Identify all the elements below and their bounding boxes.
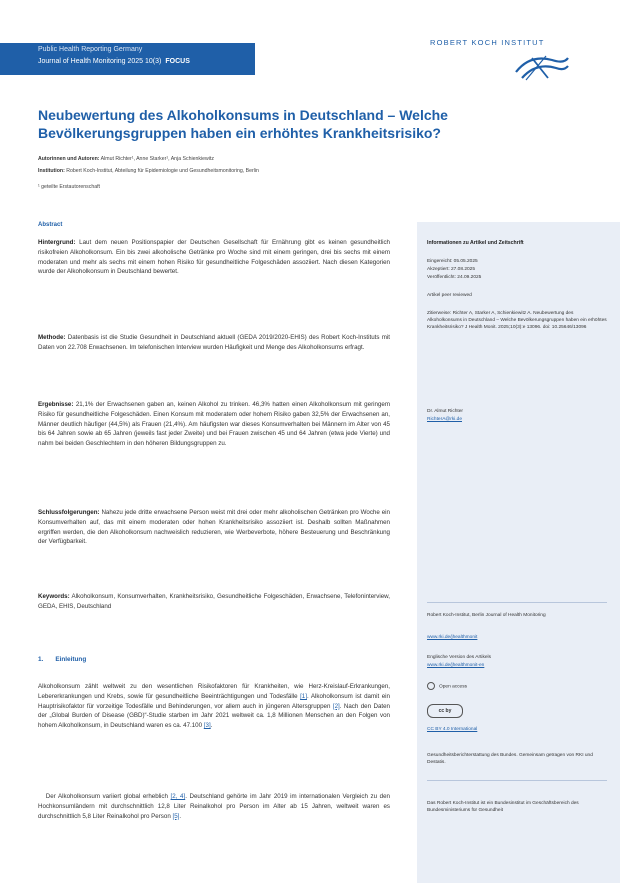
methods-text: Datenbasis ist die Studie Gesundheit in Deutschland aktuell (GEDA 2019/2020-EHIS) des Robert Koch-Instituts mit Daten von 22.708 Erwachsenen. Im telefonischen Interview wurden Häufigkeit und Menge des Alkoholkonsums erfragt.	[38, 334, 390, 351]
authors-line	[38, 155, 358, 163]
english-version-link[interactable]: www.rki.de/jhealthmonit-en	[427, 663, 485, 668]
conclusions-label: Schlussfolgerungen:	[38, 509, 100, 516]
sidebar-divider	[427, 780, 607, 781]
institution-label: Institution:	[38, 168, 65, 174]
section-title: Einleitung	[55, 656, 87, 663]
institution-line	[38, 167, 358, 175]
publisher-link-row[interactable]	[427, 634, 607, 641]
received-date: Eingereicht: 05.05.2025	[427, 259, 478, 264]
contact-email[interactable]: RichterA@rki.de	[427, 417, 462, 422]
intro-paragraph-1: Alkoholkonsum zählt weltweit zu den wesentlichen Risikofaktoren für Krankheiten, wie Herz-Kreislauf-Erkrankungen, Lebererkrankungen und Krebs, sowie für gesundheitliche Beeinträchtigungen und Todesfälle [1]. Alkoholkonsum ist damit ein Hauptrisikofaktor für vorzeitige Todesfälle und Behinderungen, vor allem auch in jüngeren Altersgruppen [2]. Nach den Daten der „Global Burden of Disease (GBD)“-Studie starben im Jahr 2021 weltweit ca. 1,8 Millionen Menschen an den Folgen von hohem Alkoholkonsum, in Deutschland waren es ca. 47.100 [3].	[38, 683, 390, 730]
sidebar-info-heading-text: Informationen zu Artikel und Zeitschrift	[427, 240, 524, 246]
citation-text: Zitierweise: Richter A, Starker A, Schienkiewitz A. Neubewertung des Alkoholkonsums in Deutschland – Welche Bevölkerungsgruppen haben ein erhöhtes Krankheitsrisiko? J Health Monit. 2025;10(3):e 13096. doi: 10.25646/13096	[427, 311, 607, 330]
open-access-row	[427, 682, 467, 690]
peer-reviewed: Artikel peer reviewed	[427, 293, 472, 298]
citation-link[interactable]: [2, 4]	[170, 793, 186, 800]
sidebar-info-heading	[427, 240, 607, 247]
rki-logo-text: ROBERT KOCH INSTITUT	[430, 38, 545, 47]
rki-symbol-icon	[512, 50, 572, 82]
results-label: Ergebnisse:	[38, 401, 74, 408]
methods-label: Methode:	[38, 334, 66, 341]
authors-label: Autorinnen und Autoren:	[38, 156, 100, 162]
citation-link[interactable]: [2]	[332, 702, 340, 710]
publisher-text: Robert Koch-Institut, Berlin Journal of Health Monitoring	[427, 613, 546, 618]
license-link-row[interactable]	[427, 726, 607, 733]
keywords-label: Keywords:	[38, 593, 70, 600]
contact-name: Dr. Almut Richter	[427, 409, 463, 414]
conclusions-text: Nahezu jede dritte erwachsene Person weist mit drei oder mehr alkoholischen Getränken pro Woche ein Konsumverhalten auf, das mit einem moderaten oder hohen Krankheitsrisiko assoziiert ist. Deshalb sollten Maßnahmen ergriffen werden, die den Alkoholkonsum nachweislich reduzieren, wie Werbeverbote, höhere Besteuerung und Beschränkung der Verfügbarkeit.	[38, 509, 390, 546]
institution: Robert Koch-Institut, Abteilung für Epidemiologie und Gesundheitsmonitoring, Berlin	[66, 168, 259, 174]
accepted-date: Akzeptiert: 27.08.2025	[427, 267, 476, 272]
open-access-icon	[427, 682, 435, 690]
sidebar-divider	[427, 602, 607, 603]
abstract-keywords	[38, 592, 390, 612]
intro-p1-text-a: Alkoholkonsum zählt weltweit zu den wesentlichen Risikofaktoren für Krankheiten, wie Herz-Kreislauf-Erkrankungen, Lebererkrankungen und Krebs, sowie für gesundheitliche Beeinträchtigungen und Todesfälle	[38, 683, 390, 700]
article-title: Neubewertung des Alkoholkonsums in Deutschland – Welche Bevölkerungsgruppen haben ein erhöhtes Krankheitsrisiko?	[38, 107, 448, 141]
english-link-row[interactable]	[427, 662, 607, 669]
journal-series: Public Health Reporting Germany	[38, 46, 143, 53]
abstract-results	[38, 400, 390, 449]
citation-link[interactable]: [3]	[203, 722, 211, 730]
intro-p1-text-b: . Alkoholkonsum ist damit ein Hauptrisikofaktor für vorzeitige Todesfälle und Behinderungen, vor allem auch in jüngeren Altersgruppen	[38, 692, 390, 710]
results-text: 21,1% der Erwachsenen gaben an, keinen Alkohol zu trinken. 46,3% hatten einen Alkoholkonsum mit geringem Risiko für gesundheitliche Folgeschäden. Einen Konsum mit moderatem oder hohem Risiko gaben 32,5% der Erwachsenen an, Männer deutlich häufiger (44,5%) als Frauen (21,4%). Am häufigsten war dieses Konsumverhalten bei Männern im Alter von 45 bis 64 Jahren sowie ab 65 Jahren (jeweils fast jeder Zweite) und bei Frauen zwischen 45 und 64 Jahren (etwa jede Vierte) und nahm bei beiden Geschlechtern in den höheren Bildungsgruppen zu.	[38, 401, 390, 448]
journal-header-band	[0, 43, 255, 75]
journal-issue	[38, 58, 190, 65]
rki-logo	[430, 38, 580, 84]
open-access-label: Open access	[439, 684, 467, 690]
abstract-methods	[38, 333, 390, 353]
license-link[interactable]: CC BY 4.0 International	[427, 727, 478, 732]
citation-link[interactable]: [5]	[172, 812, 180, 820]
keywords-text: Alkoholkonsum, Konsumverhalten, Krankheitsrisiko, Gesundheitliche Folgeschäden, Erwachsene, Telefoninterview, GEDA, EHIS, Deutschland	[38, 593, 390, 610]
cc-license-icon: cc by	[427, 704, 463, 718]
english-version-label: Englische Version des Artikels	[427, 655, 491, 660]
intro-p1-text-c: . Nach den Daten der „Global Burden of Disease (GBD)“-Studie starben im Jahr 2021 weltweit ca. 1,8 Millionen Menschen an den Folgen von hohem Alkoholkonsum, in Deutschland waren es ca. 47.100	[38, 702, 390, 730]
intro-p2-text-a: Der Alkoholkonsum variiert global erheblich	[45, 793, 171, 800]
abstract-heading: Abstract	[38, 222, 63, 228]
intro-p2-text-b: . Deutschland gehörte im Jahr 2019 im internationalen Vergleich zu den Hochkonsumländern mit durchschnittlich 12,8 Liter Reinalkohol pro Person im Alter ab 15 Jahren, weltweit waren es durchschnittlich 5,8 Liter Reinalkohol pro Person	[38, 793, 390, 820]
abstract-background	[38, 238, 390, 277]
authors: Almut Richter¹, Anne Starker¹, Anja Schienkiewitz	[100, 156, 214, 162]
author-footnote: ¹ geteilte Erstautorenschaft	[38, 184, 100, 190]
section-heading-introduction	[38, 656, 98, 663]
abstract-conclusions	[38, 508, 390, 547]
section-number: 1.	[38, 656, 44, 663]
background-label: Hintergrund:	[38, 239, 76, 246]
ministry-text: Das Robert Koch-Institut ist ein Bundesinstitut im Geschäftsbereich des Bundesministeriums für Gesundheit	[427, 801, 579, 813]
contact-email-link[interactable]	[427, 416, 607, 423]
published-date: Veröffentlicht: 24.09.2025	[427, 275, 482, 280]
focus-tag: FOCUS	[165, 58, 190, 65]
intro-paragraph-2: Der Alkoholkonsum variiert global erheblich [2, 4]. Deutschland gehörte im Jahr 2019 im internationalen Vergleich zu den Hochkonsumländern mit durchschnittlich 12,8 Liter Reinalkohol pro Person im Alter ab 15 Jahren, weltweit waren es durchschnittlich 5,8 Liter Reinalkohol pro Person [5].	[38, 793, 390, 820]
funding-text: Gesundheitsberichterstattung des Bundes. Gemeinsam getragen von RKI und Destatis.	[427, 753, 593, 765]
journal-issue-text: Journal of Health Monitoring 2025 10(3)	[38, 58, 162, 65]
background-text: Laut dem neuen Positionspapier der Deutschen Gesellschaft für Ernährung gibt es keinen gesundheitlich risikofreien Alkoholkonsum. Ein bis zwei alkoholische Getränke pro Woche sind mit einem geringen, drei bis sechs mit einem moderaten und mehr als sechs mit einem hohen Risiko für gesundheitliche Folgeschäden assoziiert. Nach diesen Kategorien wurde der Alkoholkonsum in Deutschland bewertet.	[38, 239, 390, 276]
citation-link[interactable]: [1]	[300, 692, 307, 700]
publisher-link[interactable]: www.rki.de/jhealthmonit	[427, 635, 478, 640]
